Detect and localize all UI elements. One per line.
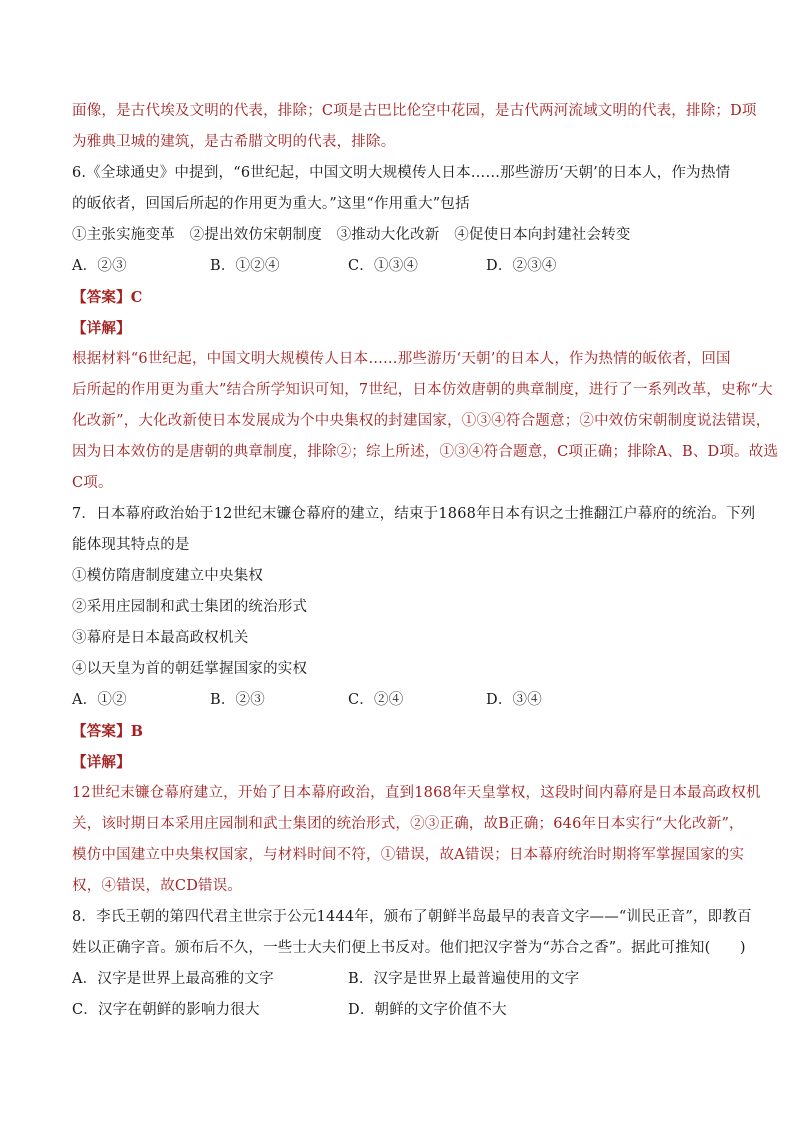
answer-options-row — [72, 964, 724, 995]
explanation-text: 关，该时期日本采用庄园制和武士集团的统治形式，②③正确，故B正确；646年日本实行“大化改新”， — [72, 816, 744, 832]
answer-options-row — [72, 685, 724, 716]
question-text: ①模仿隋唐制度建立中央集权 — [72, 568, 264, 584]
question-text: ①主张实施变革 ②提出效仿宋朝制度 ③推动大化改新 ④促使日本向封建社会转变 — [72, 227, 631, 243]
answer-option: A．汉字是世界上最高雅的文字 — [72, 971, 274, 987]
question-text: 7．日本幕府政治始于12世纪末镰仓幕府的建立，结束于1868年日本有识之士推翻江户幕府的统治。下列 — [72, 506, 756, 522]
answer-options-row — [72, 995, 724, 1026]
explanation-text: 权，④错误，故CD错误。 — [72, 878, 243, 894]
answer-tag: 【答案】C — [72, 289, 143, 306]
answer-option: C．①③④ — [348, 258, 419, 274]
explanation-text: 面像，是古代埃及文明的代表，排除；C项是古巴比伦空中花园，是古代两河流域文明的代表，排除；D项 — [72, 103, 757, 119]
answer-option: D．朝鲜的文字价值不大 — [348, 1002, 507, 1018]
question-text: ②采用庄园制和武士集团的统治形式 — [72, 599, 308, 615]
document-page — [72, 96, 779, 1026]
explanation-text: 后所起的作用更为重大”结合所学知识可知，7世纪，日本仿效唐朝的典章制度，进行了一系列改革，史称“大 — [72, 382, 773, 398]
answer-options-row — [72, 251, 724, 282]
explanation-text: 因为日本效仿的是唐朝的典章制度，排除②；综上所述，①③④符合题意，C项正确；排除A、B、D项。故选 — [72, 444, 779, 460]
answer-option: C．②④ — [348, 692, 404, 708]
answer-option: A．①② — [72, 692, 127, 708]
answer-option: D．②③④ — [486, 258, 557, 274]
explanation-text: C项。 — [72, 475, 113, 491]
explanation-text: 模仿中国建立中央集权国家，与材料时间不符，①错误，故A错误；日本幕府统治时期将军掌握国家的实 — [72, 847, 745, 863]
question-text: 姓以正确字音。颁布后不久，一些士大夫们便上书反对。他们把汉字誉为“苏合之香”。据此可推知( ) — [72, 940, 746, 956]
answer-option: A．②③ — [72, 258, 127, 274]
explanation-text: 根据材料“6世纪起，中国文明大规模传人日本……那些游历‘天朝’的日本人，作为热情的皈依者，回国 — [72, 351, 731, 367]
question-text: 8．李氏王朝的第四代君主世宗于公元1444年，颁布了朝鲜半岛最早的表音文字——“训民正音”，即教百 — [72, 909, 752, 925]
explanation-text: 为雅典卫城的建筑，是古希腊文明的代表，排除。 — [72, 134, 396, 150]
answer-option: B．①②④ — [210, 258, 280, 274]
answer-tag: 【详解】 — [72, 754, 131, 771]
answer-tag: 【答案】B — [72, 723, 144, 740]
explanation-text: 12世纪末镰仓幕府建立，开始了日本幕府政治，直到1868年天皇掌权，这段时间内幕府是日本最高政权机 — [72, 785, 761, 801]
answer-option: C．汉字在朝鲜的影响力很大 — [72, 1002, 260, 1018]
answer-option: D．③④ — [486, 692, 542, 708]
answer-tag: 【详解】 — [72, 320, 131, 337]
answer-option: B．汉字是世界上最普遍使用的文字 — [348, 971, 580, 987]
question-text: 能体现其特点的是 — [72, 537, 190, 553]
question-text: ③幕府是日本最高政权机关 — [72, 630, 249, 646]
explanation-text: 化改新”，大化改新使日本发展成为个中央集权的封建国家，①③④符合题意；②中效仿宋朝制度说法错误， — [72, 413, 771, 429]
question-text: 6.《全球通史》中提到，“6世纪起，中国文明大规模传人日本……那些游历‘天朝’的日本人，作为热情 — [72, 165, 731, 181]
question-text: 的皈依者，回国后所起的作用更为重大。”这里“作用重大”包括 — [72, 196, 470, 212]
question-text: ④以天皇为首的朝廷掌握国家的实权 — [72, 661, 308, 677]
answer-option: B．②③ — [210, 692, 265, 708]
